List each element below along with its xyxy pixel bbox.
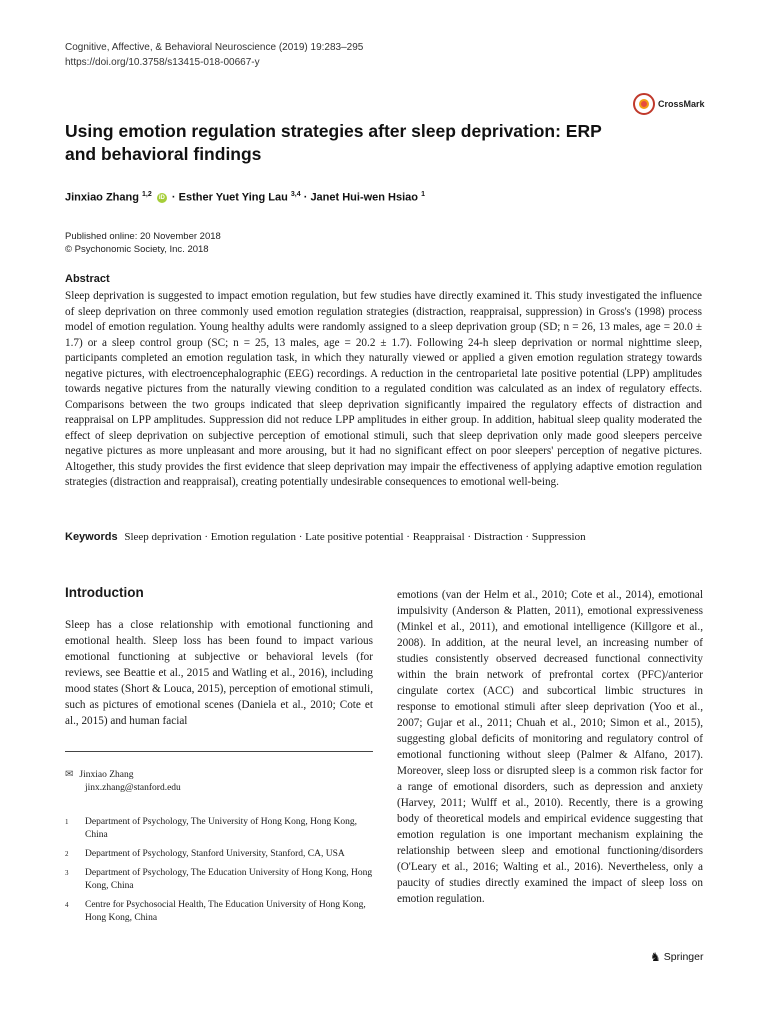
article-title: Using emotion regulation strategies after sleep deprivation: ERP and behavioral findings (65, 121, 602, 164)
journal-citation: Cognitive, Affective, & Behavioral Neuroscience (2019) 19:283–295 (65, 42, 364, 53)
contact-email[interactable]: jinx.zhang@stanford.edu (85, 783, 181, 793)
author-affiliation-marker: 1,2 (142, 191, 152, 198)
abstract-heading: Abstract (65, 273, 110, 285)
author-affiliation-marker: 1 (421, 191, 425, 198)
introduction-paragraph-left: Sleep has a close relationship with emotional functioning and emotional health. Sleep loss has been found to impact various emotional functioning at subjective or behavioral levels (for reviews, see Beattie et al., 2015 and Watling et al., 2016), including mood states (Short & Louca, 2015), perception of emotional stimuli, such as pictures of emotional scenes (Daniela et al., 2010; Cote et al., 2015) and human facial (65, 619, 373, 727)
crossmark-icon (633, 93, 655, 115)
section-heading-introduction: Introduction (65, 585, 144, 600)
keywords (65, 531, 705, 543)
crossmark-label: CrossMark (658, 99, 705, 109)
corresponding-author (65, 768, 181, 795)
orcid-icon[interactable]: iD (158, 194, 165, 201)
author-name[interactable]: Jinxiao Zhang (65, 191, 139, 204)
author-name[interactable]: Esther Yuet Ying Lau (178, 191, 288, 204)
publisher-logo (650, 950, 703, 964)
copyright-notice: © Psychonomic Society, Inc. 2018 (65, 244, 209, 255)
affiliation-item: 2 Department of Psychology, Stanford University, Stanford, CA, USA (65, 849, 345, 859)
affiliation-item: 1 Department of Psychology, The University of Hong Kong, Hong Kong, China (65, 817, 358, 840)
publisher-name: Springer (663, 951, 704, 963)
keywords-label: Keywords (65, 531, 118, 543)
affiliation-item: 4 Centre for Psychosocial Health, The Education University of Hong Kong, Hong Kong, China (65, 900, 366, 923)
envelope-icon: ✉ (65, 769, 74, 780)
doi-link[interactable]: https://doi.org/10.3758/s13415-018-00667-y (65, 57, 260, 68)
author-affiliation-marker: 3,4 (290, 191, 301, 198)
author-list: Jinxiao Zhang $^{1,2}$ iD · Esther Yuet Ying Lau $^{3,4}$ · Janet Hui-wen Hsiao $^1$ (65, 191, 425, 204)
abstract-body: Sleep deprivation is suggested to impact emotion regulation, but few studies have directly examined it. This study investigated the influence of sleep deprivation on three commonly used emotion regulation strategies (distraction, reappraisal, suppression) in Gross's (1998) process model of emotion regulation. Young healthy adults were randomly assigned to a sleep deprivation group (SD; n = 26, 13 males, age = 20.0 ± 1.7) or a sleep control group (SC; n = 25, 13 males, age = 20.2 ± 1.7). Following 24-h sleep deprivation or normal nighttime sleep, participants completed an emotion regulation task, in which they naturally viewed or applied a given emotion regulation strategy towards negative pictures, with electroencephalographic (EEG) recordings. A reduction in the centroparietal late positive potential (LPP) amplitudes towards negative pictures from the naturally viewing condition to a regulated condition was calculated as an index of regulatory effects. Comparisons between the two groups indicated that sleep deprivation significantly impaired the regulatory effects of distraction and reappraisal on LPP amplitudes. Suppression did not reduce LPP amplitudes in either group. In addition, habitual sleep quality moderated the effect of sleep deprivation on subjective perception of emotional stimuli, such that sleep deprivation only made good sleepers perceive negative pictures as more unpleasant and more arousing, but it had no significant effect on poor sleepers' perception of negative pictures. Altogether, this study provides the first evidence that sleep deprivation may impair the effectiveness of applying adaptive emotion regulation strategies (distraction and reappraisal), creating potentially undesirable consequences to emotional well-being. (65, 290, 702, 488)
footnote-divider (65, 751, 373, 752)
introduction-paragraph-right: emotions (van der Helm et al., 2010; Cote et al., 2014), emotional impulsivity (Anderson & Platten, 2011), emotional expressiveness (Minkel et al., 2011), and emotional intelligence (Killgore et al., 2008). In addition, at the neural level, an increasing number of studies consistently observed decreased functional connectivity within the brain network of prefrontal cortex (PFC)/anterior cingulate cortex (ACC) and subcortical limbic structures in response to emotional stimuli after sleep deprivation (Yoo et al., 2007; Gujar et al., 2011; Chuah et al., 2010; Simon et al., 2015), suggesting global deficits of monitoring and regulatory control of emotional functioning without sleep (Palmer & Alfano, 2017). Moreover, sleep loss or disrupted sleep is a common risk factor for a range of emotional disorders, such as depression and anxiety (Harvey, 2011; Wulff et al., 2010). Recently, there is a growing body of theoretical models and empirical evidence suggesting that emotion regulation is one important mechanism explaining the relationship between sleep and emotional functioning/disorders (O'Leary et al., 2016; Walting et al., 2016). Nevertheless, only a paucity of studies directly examined the impact of sleep loss on emotion regulation. (397, 589, 703, 905)
affiliation-item: 3 Department of Psychology, The Education University of Hong Kong, Hong Kong, China (65, 868, 373, 891)
publication-info (65, 230, 221, 256)
contact-name: Jinxiao Zhang (79, 770, 134, 780)
crossmark-badge[interactable] (633, 92, 713, 116)
keywords-list: Sleep deprivation · Emotion regulation · Late positive potential · Reappraisal · Distraction · Suppression (124, 531, 586, 543)
author-name[interactable]: Janet Hui-wen Hsiao (310, 191, 419, 204)
springer-horse-icon: ♞ (650, 950, 661, 964)
published-date: Published online: 20 November 2018 (65, 231, 221, 242)
